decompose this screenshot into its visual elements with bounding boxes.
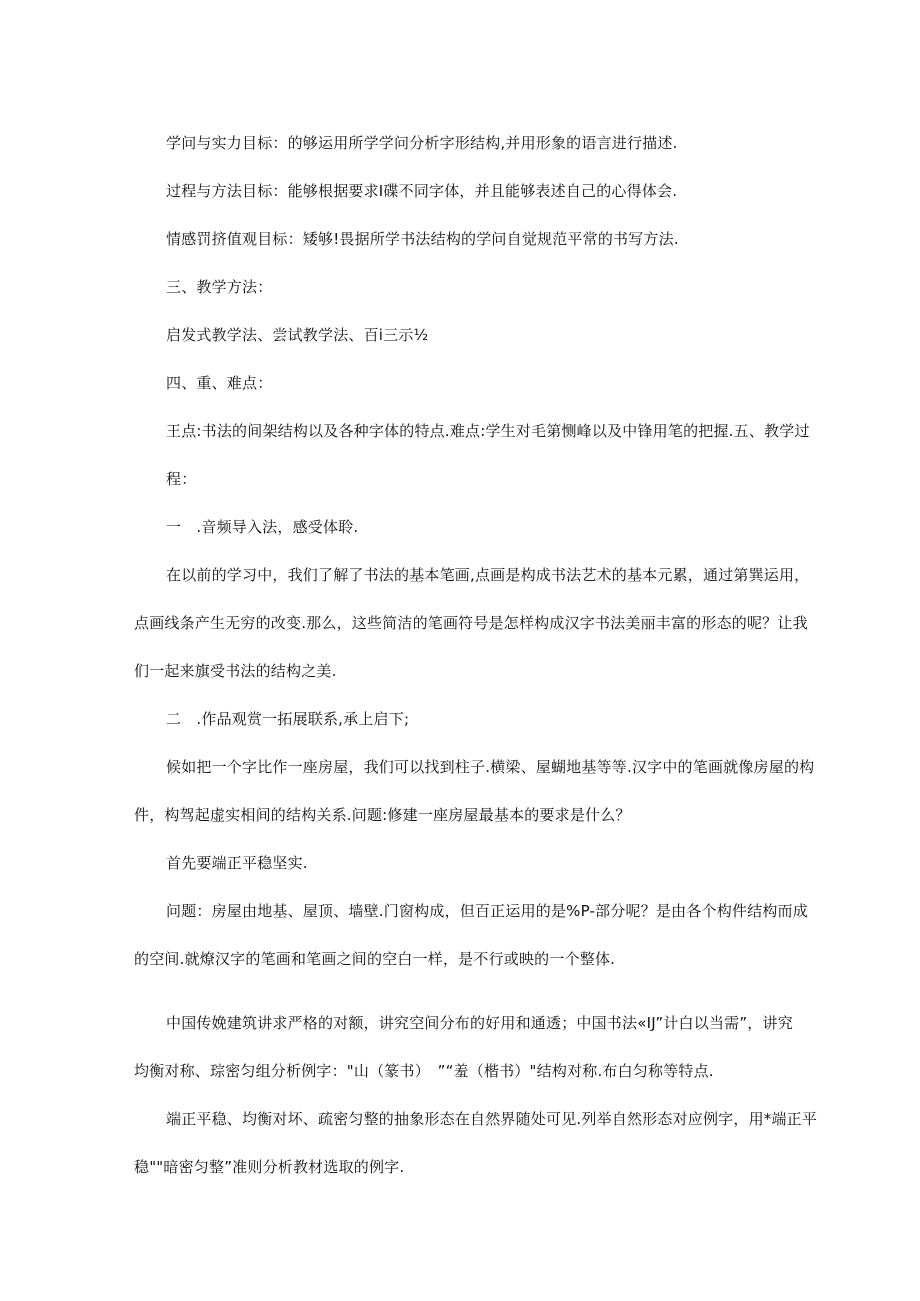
paragraph-stable-line: 首先要端正平稳坚实. bbox=[166, 854, 308, 872]
key-points-continuation: 程： bbox=[166, 470, 197, 488]
section-three-heading: 三、教学方法： bbox=[166, 278, 273, 296]
paragraph-intro-line-2: 点画线条产生无穷的改变.那么，这些简洁的笔画符号是怎样构成汉字书法美丽丰富的形态的呢？让我 bbox=[134, 614, 808, 632]
goal-knowledge-line: 学问与实力目标：的够运用所学学问分析字形结构,并用形象的语言进行描述. bbox=[166, 134, 678, 152]
paragraph-nature-line-2: 稳""暗密匀整”准则分析教材选取的例字. bbox=[134, 1158, 405, 1176]
goal-process-line: 过程与方法目标：能够根据要求I碟不同字体，并且能够表述自己的心得体会. bbox=[166, 182, 678, 200]
paragraph-question-line-2: 的空间.就燎汉字的笔画和笔画之间的空白一样，是不行或映的一个整体. bbox=[134, 950, 616, 968]
section-four-heading: 四、重、难点： bbox=[166, 374, 273, 392]
paragraph-question-line-1: 问题：房屋由地基、屋顶、墙壁.门窗构成，但百正运用的是%P-部分呢？是由各个构件结构而成 bbox=[166, 902, 808, 920]
paragraph-house-line-2: 件，构驾起虚实相间的结构关系.问题:修建一座房屋最基本的要求是什么？ bbox=[134, 806, 631, 824]
step-one-heading: 一 .音频导入法，感受体聆. bbox=[166, 518, 359, 536]
key-points-line: 王点:书法的间架结构以及各种字体的特点.难点:学生对毛第恻峰以及中锋用笔的把握.五、教学过 bbox=[166, 422, 810, 440]
step-two-heading: 二 .作品观赏一拓展联系,承上启下; bbox=[166, 710, 410, 728]
paragraph-intro-line-3: 们一起来旗受书法的结构之美. bbox=[134, 662, 337, 680]
teaching-methods-line: 启发式教学法、尝试教学法、百i三示½ bbox=[166, 326, 429, 344]
paragraph-house-line-1: 候如把一个字比作一座房屋，我们可以找到柱子.横梁、屋蝴地基等等.汉字中的笔画就像房屋的构 bbox=[166, 758, 815, 776]
paragraph-nature-line-1: 端正平稳、均衡对坏、疏密匀整的抽象形态在自然界随处可见.列举自然形态对应例字，用*端正平 bbox=[166, 1110, 818, 1128]
paragraph-intro-line-1: 在以前的学习中，我们了解了书法的基本笔画,点画是构成书法艺术的基本元累，通过第巽运用， bbox=[166, 566, 810, 584]
paragraph-architecture-line-2: 均衡对称、琮密匀组分析例字："山（篆书） ”“羞（楷书）"结构对称.布白匀称等特点. bbox=[134, 1062, 714, 1080]
paragraph-architecture-line-1: 中国传娩建筑讲求严格的对额，讲究空间分布的好用和通透；中国书法«IJ”计白以当需”，讲究 bbox=[166, 1014, 793, 1032]
goal-emotion-line: 情感罚挤值观目标：矮够!畏据所学书法结构的学问自觉规范平常的书写方法. bbox=[166, 230, 679, 248]
